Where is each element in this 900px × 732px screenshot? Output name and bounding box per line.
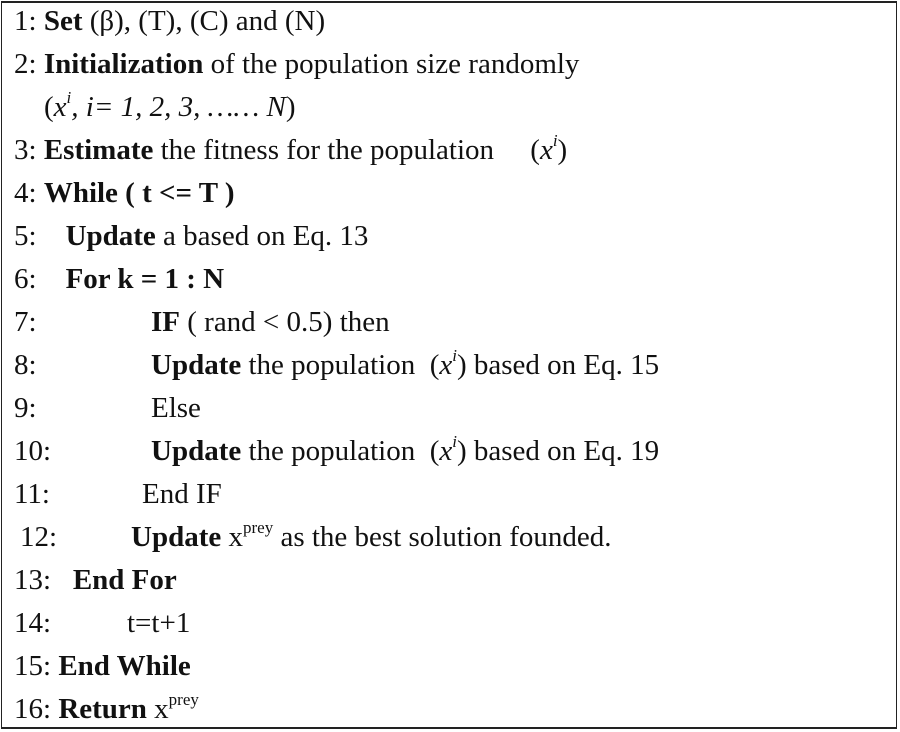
text-segment: Update <box>151 349 242 381</box>
text-segment: x <box>439 435 453 467</box>
text-segment: i <box>66 88 72 107</box>
text-segment: (β), (T), (C) and (N) <box>82 5 326 37</box>
algo-line-5 <box>14 218 368 254</box>
text-segment: Else <box>151 392 201 424</box>
algo-line-12-body <box>131 519 612 559</box>
text-segment: Update <box>131 521 222 553</box>
algo-line-7-body <box>151 304 390 340</box>
algo-line-10-body <box>151 433 659 473</box>
text-segment: For k = 1 : N <box>65 263 225 295</box>
text-segment: Estimate <box>43 134 154 166</box>
text-segment: ) based on Eq. 19 <box>456 435 660 467</box>
text-segment: End While <box>58 650 191 682</box>
text-segment: End For <box>72 564 177 596</box>
text-segment: x <box>146 693 169 725</box>
algo-line-2-cont <box>44 89 296 129</box>
algo-line-2 <box>14 46 579 82</box>
text-segment: x <box>439 349 453 381</box>
text-segment: End IF <box>142 478 222 510</box>
text-segment: of the population size randomly <box>203 48 580 80</box>
text-segment: ( <box>44 91 54 123</box>
algo-line-7-num <box>14 304 37 340</box>
algo-line-9-body <box>151 390 201 426</box>
text-segment: i <box>452 432 457 451</box>
text-segment: prey <box>242 518 274 537</box>
algo-line-10-num <box>14 433 51 469</box>
algo-line-12-num <box>20 519 57 555</box>
text-segment: 12: <box>20 521 58 553</box>
algo-line-16 <box>14 691 199 731</box>
text-segment: as the best solution founded. <box>273 521 612 553</box>
algo-line-1 <box>14 3 325 39</box>
text-segment: x <box>221 521 243 553</box>
text-segment: 5: <box>14 220 66 252</box>
text-segment: 6: <box>14 263 66 295</box>
algo-line-13 <box>14 562 177 598</box>
text-segment: , i= 1, 2, 3, …… N <box>71 91 286 123</box>
text-segment: the population ( <box>241 435 440 467</box>
text-segment: Set <box>43 5 83 37</box>
text-segment: ) based on Eq. 15 <box>456 349 660 381</box>
text-segment: 4: <box>14 177 44 209</box>
text-segment: x <box>53 91 67 123</box>
text-segment: i <box>552 131 558 150</box>
text-segment: 15: <box>14 650 59 682</box>
text-segment: a based on Eq. 13 <box>155 220 369 252</box>
algo-line-11-body <box>142 476 222 512</box>
text-segment: ) <box>557 134 568 166</box>
algo-line-14-num <box>14 605 51 641</box>
text-segment: 9: <box>14 392 37 424</box>
text-segment: x <box>539 134 553 166</box>
text-segment: the population ( <box>241 349 440 381</box>
text-segment: 14: <box>14 607 52 639</box>
algo-line-6 <box>14 261 224 297</box>
text-segment: i <box>452 346 457 365</box>
algo-line-15 <box>14 648 191 684</box>
text-segment: 10: <box>14 435 52 467</box>
text-segment: 8: <box>14 349 37 381</box>
text-segment: Initialization <box>43 48 204 80</box>
text-segment: IF <box>151 306 180 338</box>
algo-line-8-body <box>151 347 659 387</box>
algo-line-4 <box>14 175 235 211</box>
text-segment: 11: <box>14 478 50 510</box>
algo-line-14-body <box>127 605 190 641</box>
text-segment: ) <box>285 91 296 123</box>
algo-line-3 <box>14 132 567 172</box>
algo-line-9-num <box>14 390 37 426</box>
text-segment: While ( t <= T ) <box>43 177 235 209</box>
text-segment: t=t+1 <box>127 607 191 639</box>
algo-line-11-num <box>14 476 50 512</box>
text-segment: Return <box>58 693 147 725</box>
text-segment: Update <box>65 220 156 252</box>
text-segment: 1: <box>14 5 44 37</box>
text-segment: 16: <box>14 693 59 725</box>
text-segment: prey <box>168 690 199 709</box>
text-segment: 7: <box>14 306 37 338</box>
algo-line-8-num <box>14 347 37 383</box>
text-segment: 13: <box>14 564 73 596</box>
text-segment: the fitness for the population ( <box>153 134 540 166</box>
text-segment: 3: <box>14 134 44 166</box>
text-segment: 2: <box>14 48 44 80</box>
text-segment: Update <box>151 435 242 467</box>
text-segment: ( rand < 0.5) then <box>180 306 390 338</box>
